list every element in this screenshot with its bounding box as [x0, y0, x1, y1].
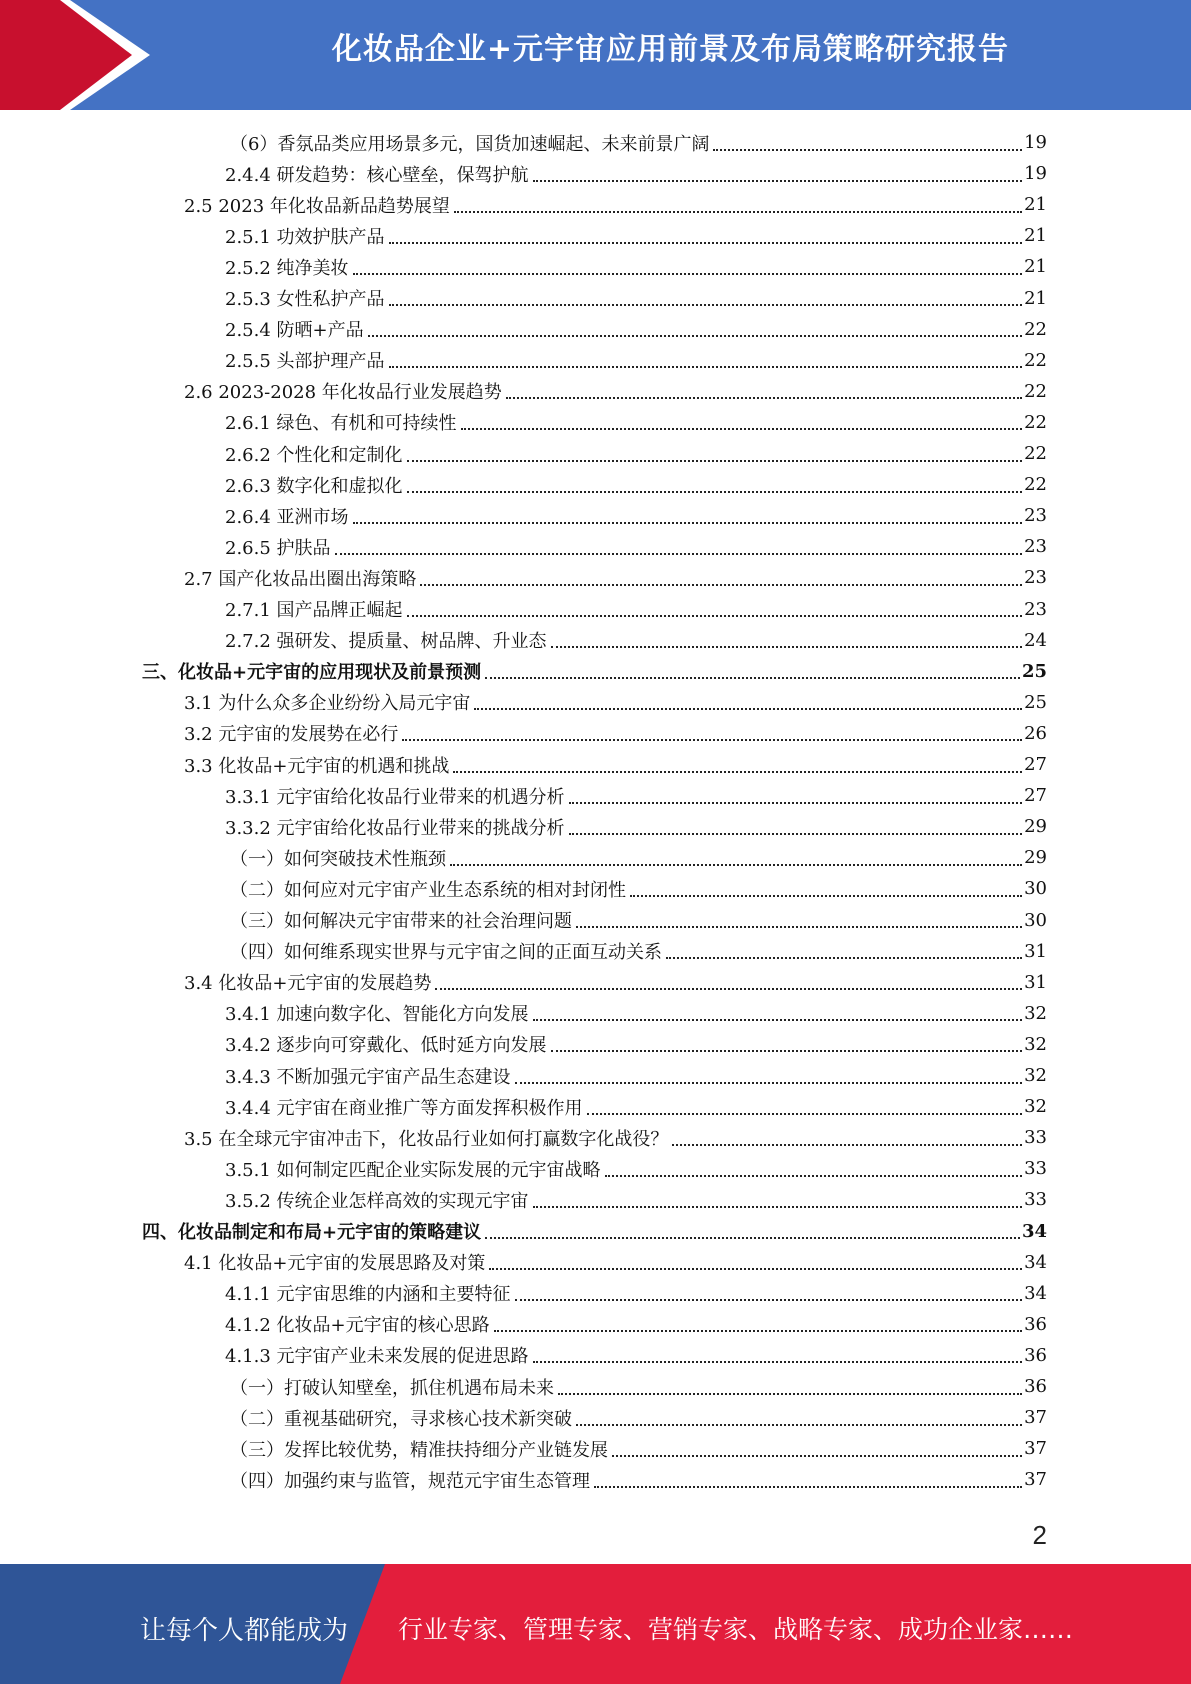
toc-leader — [672, 1144, 1022, 1146]
footer-slogan-left: 让每个人都能成为 — [140, 1616, 349, 1646]
toc-entry[interactable] — [225, 1340, 1047, 1371]
toc-leader — [569, 802, 1023, 804]
toc-leader — [605, 1175, 1023, 1177]
toc-entry-text: 四、化妆品制定和布局+元宇宙的策略建议 — [142, 1222, 482, 1243]
toc-entry-text: 4.1.1 元宇宙思维的内涵和主要特征 — [225, 1284, 511, 1306]
toc-entry-page: 33 — [1024, 1127, 1047, 1149]
toc-entry[interactable] — [225, 1278, 1047, 1309]
toc-entry-text: 3.4.2 逐步向可穿戴化、低时延方向发展 — [225, 1035, 547, 1057]
toc-entry[interactable] — [225, 220, 1047, 251]
toc-leader — [454, 211, 1022, 213]
toc-entry-text: （四）加强约束与监管，规范元宇宙生态管理 — [230, 1470, 590, 1492]
page-number: 2 — [1032, 1520, 1047, 1550]
toc-entry-page: 26 — [1024, 722, 1047, 744]
toc-entry-page: 21 — [1024, 256, 1047, 278]
toc-leader — [407, 615, 1023, 617]
toc-entry-page: 33 — [1024, 1189, 1047, 1211]
toc-entry-page: 25 — [1021, 660, 1047, 682]
toc-entry[interactable] — [225, 998, 1047, 1029]
toc-leader — [474, 708, 1022, 710]
toc-entry[interactable] — [225, 251, 1047, 282]
toc-entry-text: 3.4 化妆品+元宇宙的发展趋势 — [184, 973, 432, 995]
toc-entry-page: 33 — [1024, 1158, 1047, 1180]
toc-entry-page: 23 — [1024, 598, 1047, 620]
toc-entry-text: 2.6.1 绿色、有机和可持续性 — [225, 413, 457, 435]
toc-entry[interactable] — [230, 1464, 1047, 1495]
toc-entry-page: 22 — [1024, 349, 1047, 371]
toc-entry[interactable] — [225, 1091, 1047, 1122]
toc-entry[interactable] — [230, 873, 1047, 904]
toc-entry-text: 2.6.2 个性化和定制化 — [225, 444, 403, 466]
toc-entry-text: 3.4.3 不断加强元宇宙产品生态建设 — [225, 1066, 511, 1088]
toc-entry[interactable] — [184, 562, 1047, 593]
toc-entry-text: 3.3.2 元宇宙给化妆品行业带来的挑战分析 — [225, 817, 565, 839]
toc-entry[interactable] — [230, 905, 1047, 936]
toc-entry[interactable] — [225, 531, 1047, 562]
toc-entry-text: 4.1.2 化妆品+元宇宙的核心思路 — [225, 1315, 490, 1337]
toc-entry-text: 2.7.2 强研发、提质量、树品牌、升业态 — [225, 631, 547, 653]
toc-leader — [485, 1237, 1020, 1239]
toc-entry-page: 29 — [1024, 816, 1047, 838]
toc-leader — [407, 460, 1023, 462]
toc-leader — [612, 1455, 1022, 1457]
toc-leader — [335, 553, 1023, 555]
toc-entry-text: 3.5.2 传统企业怎样高效的实现元宇宙 — [225, 1190, 529, 1212]
toc-entry-text: （一）打破认知壁垒，抓住机遇布局未来 — [230, 1377, 554, 1399]
footer-slogan-right: 行业专家、管理专家、营销专家、战略专家、成功企业家…… — [398, 1615, 1074, 1644]
report-title: 化妆品企业+元宇宙应用前景及布局策略研究报告 — [331, 32, 1010, 67]
toc-entry-page: 36 — [1024, 1376, 1047, 1397]
toc-leader — [494, 1330, 1022, 1332]
toc-entry[interactable] — [230, 127, 1047, 158]
toc-entry-text: 3.1 为什么众多企业纷纷入局元宇宙 — [184, 693, 471, 715]
toc-entry[interactable] — [225, 625, 1047, 656]
toc-leader — [515, 1082, 1023, 1084]
toc-entry[interactable] — [184, 1247, 1047, 1278]
toc-entry-text: 2.4.4 研发趋势：核心壁垒，保驾护航 — [225, 164, 529, 186]
toc-entry[interactable] — [225, 780, 1047, 811]
toc-entry-text: 2.6.5 护肤品 — [225, 537, 331, 559]
toc-entry-page: 36 — [1024, 1344, 1047, 1366]
toc-entry[interactable] — [225, 1184, 1047, 1215]
toc-leader — [435, 988, 1022, 990]
toc-entry-text: 2.6.4 亚洲市场 — [225, 506, 349, 528]
toc-leader — [587, 1113, 1023, 1115]
toc-entry-page: 37 — [1024, 1438, 1047, 1460]
toc-entry-text: 2.6 2023-2028 年化妆品行业发展趋势 — [184, 382, 502, 404]
toc-entry-page: 32 — [1024, 1096, 1047, 1118]
toc-leader — [515, 1299, 1023, 1301]
toc-leader — [389, 366, 1023, 368]
toc-entry[interactable] — [225, 345, 1047, 376]
toc-entry-page: 32 — [1024, 1033, 1047, 1055]
toc-entry-page: 22 — [1024, 380, 1047, 402]
toc-entry[interactable] — [184, 967, 1047, 998]
toc-entry[interactable] — [225, 1029, 1047, 1060]
toc-leader — [713, 149, 1022, 151]
toc-entry[interactable] — [225, 314, 1047, 345]
toc-entry[interactable] — [225, 407, 1047, 438]
toc-leader — [353, 273, 1023, 275]
toc-entry[interactable] — [184, 687, 1047, 718]
toc-entry-page: 31 — [1024, 940, 1047, 962]
toc-leader — [368, 335, 1022, 337]
toc-chapter-entry[interactable] — [142, 656, 1047, 687]
toc-entry-text: 2.5.2 纯净美妆 — [225, 257, 349, 279]
toc-entry-page: 23 — [1024, 567, 1047, 589]
toc-leader — [666, 957, 1022, 959]
toc-entry-page: 22 — [1024, 474, 1047, 496]
toc-entry[interactable] — [225, 469, 1047, 500]
toc-entry-text: （三）如何解决元宇宙带来的社会治理问题 — [230, 911, 572, 932]
toc-entry-text: 2.5.4 防晒+产品 — [225, 320, 364, 342]
toc-entry[interactable] — [225, 283, 1047, 314]
toc-entry[interactable] — [184, 189, 1047, 220]
toc-entry[interactable] — [225, 1153, 1047, 1184]
toc-chapter-entry[interactable] — [142, 1216, 1047, 1247]
toc-entry[interactable] — [225, 594, 1047, 625]
toc-entry-text: 4.1.3 元宇宙产业未来发展的促进思路 — [225, 1346, 529, 1368]
toc-leader — [389, 242, 1023, 244]
toc-entry-text: 2.5.3 女性私护产品 — [225, 289, 385, 310]
toc-entry[interactable] — [184, 749, 1047, 780]
toc-entry[interactable] — [225, 1309, 1047, 1340]
toc-leader — [576, 926, 1022, 928]
toc-entry-page: 37 — [1024, 1407, 1047, 1429]
toc-leader — [533, 1361, 1023, 1363]
toc-leader — [461, 428, 1023, 430]
page-header — [0, 0, 1191, 110]
toc-entry-text: （三）发挥比较优势，精准扶持细分产业链发展 — [230, 1439, 608, 1461]
toc-entry-text: 3.4.1 加速向数字化、智能化方向发展 — [225, 1004, 529, 1026]
toc-entry-text: （四）如何维系现实世界与元宇宙之间的正面互动关系 — [230, 942, 662, 964]
toc-leader — [353, 522, 1023, 524]
toc-entry-page: 34 — [1021, 1220, 1047, 1242]
toc-entry-page: 22 — [1024, 318, 1047, 340]
toc-entry-page: 22 — [1024, 443, 1047, 464]
toc-entry[interactable] — [225, 811, 1047, 842]
toc-entry-page: 19 — [1024, 163, 1047, 185]
toc-entry-page: 21 — [1024, 194, 1047, 216]
toc-entry-page: 25 — [1024, 691, 1047, 713]
toc-entry-text: 3.3.1 元宇宙给化妆品行业带来的机遇分析 — [225, 786, 565, 808]
toc-leader — [551, 1050, 1023, 1052]
toc-entry-page: 23 — [1024, 505, 1047, 527]
toc-entry-page: 31 — [1024, 971, 1047, 993]
toc-entry-text: （二）重视基础研究，寻求核心技术新突破 — [230, 1408, 572, 1430]
toc-leader — [558, 1393, 1022, 1395]
toc-entry-text: 2.5.5 头部护理产品 — [225, 351, 385, 373]
toc-entry[interactable] — [184, 718, 1047, 749]
toc-entry-page: 19 — [1024, 132, 1047, 153]
toc-entry[interactable] — [230, 842, 1047, 873]
toc-leader — [450, 864, 1022, 866]
toc-entry-page: 34 — [1024, 1251, 1047, 1273]
toc-entry-page: 24 — [1024, 629, 1047, 651]
toc-leader — [594, 1486, 1022, 1488]
toc-entry[interactable] — [230, 1371, 1047, 1402]
toc-entry-page: 22 — [1024, 411, 1047, 433]
toc-entry-page: 30 — [1024, 909, 1047, 931]
toc-leader — [489, 1268, 1022, 1270]
toc-entry-text: 2.7 国产化妆品出圈出海策略 — [184, 568, 417, 590]
toc-entry-text: 2.6.3 数字化和虚拟化 — [225, 475, 403, 497]
toc-entry[interactable] — [225, 158, 1047, 189]
toc-entry-text: 三、化妆品+元宇宙的应用现状及前景预测 — [142, 662, 482, 684]
toc-entry-page: 21 — [1024, 287, 1047, 309]
toc-leader — [533, 1019, 1023, 1021]
toc-entry-text: （一）如何突破技术性瓶颈 — [230, 848, 446, 870]
toc-entry-page: 37 — [1024, 1469, 1047, 1491]
toc-entry[interactable] — [230, 1402, 1047, 1433]
toc-entry[interactable] — [184, 376, 1047, 407]
toc-entry-text: 2.7.1 国产品牌正崛起 — [225, 600, 403, 621]
toc-entry-text: 3.3 化妆品+元宇宙的机遇和挑战 — [184, 755, 450, 777]
toc-entry[interactable] — [184, 1122, 1047, 1153]
toc-entry-page: 32 — [1024, 1002, 1047, 1024]
toc-leader — [389, 304, 1023, 306]
toc-entry-page: 36 — [1024, 1313, 1047, 1335]
toc-leader — [402, 739, 1022, 741]
toc-leader — [506, 397, 1022, 399]
toc-entry-page: 30 — [1024, 878, 1047, 900]
toc-entry-page: 34 — [1024, 1282, 1047, 1304]
toc-entry-text: 3.2 元宇宙的发展势在必行 — [184, 724, 399, 746]
toc-entry-text: 2.5.1 功效护肤产品 — [225, 226, 385, 248]
toc-leader — [551, 646, 1023, 648]
toc-leader — [485, 677, 1020, 679]
toc-entry-page: 27 — [1024, 754, 1047, 775]
toc-entry-text: 3.4.4 元宇宙在商业推广等方面发挥积极作用 — [225, 1097, 583, 1119]
toc-entry-text: 3.5 在全球元宇宙冲击下，化妆品行业如何打赢数字化战役？ — [184, 1128, 669, 1150]
toc-leader — [576, 1424, 1022, 1426]
toc-entry-text: 4.1 化妆品+元宇宙的发展思路及对策 — [184, 1253, 486, 1275]
toc-leader — [630, 895, 1022, 897]
toc-entry-page: 27 — [1024, 785, 1047, 807]
toc-entry-text: （二）如何应对元宇宙产业生态系统的相对封闭性 — [230, 879, 626, 901]
toc-entry[interactable] — [230, 936, 1047, 967]
toc-entry-page: 21 — [1024, 225, 1047, 247]
toc-entry[interactable] — [225, 1060, 1047, 1091]
toc-leader — [569, 833, 1023, 835]
toc-entry-page: 32 — [1024, 1065, 1047, 1086]
toc-entry-text: （6）香氛品类应用场景多元，国货加速崛起、未来前景广阔 — [230, 133, 710, 155]
toc-entry-text: 2.5 2023 年化妆品新品趋势展望 — [184, 195, 450, 217]
toc-entry[interactable] — [225, 500, 1047, 531]
toc-entry-page: 29 — [1024, 847, 1047, 869]
toc-leader — [420, 584, 1022, 586]
toc-entry[interactable] — [225, 438, 1047, 469]
toc-leader — [407, 491, 1023, 493]
toc-entry[interactable] — [230, 1433, 1047, 1464]
toc-entry-text: 3.5.1 如何制定匹配企业实际发展的元宇宙战略 — [225, 1159, 601, 1181]
toc-leader — [453, 771, 1022, 773]
toc-leader — [533, 1206, 1023, 1208]
toc-entry-page: 23 — [1024, 536, 1047, 558]
toc-leader — [533, 180, 1023, 182]
